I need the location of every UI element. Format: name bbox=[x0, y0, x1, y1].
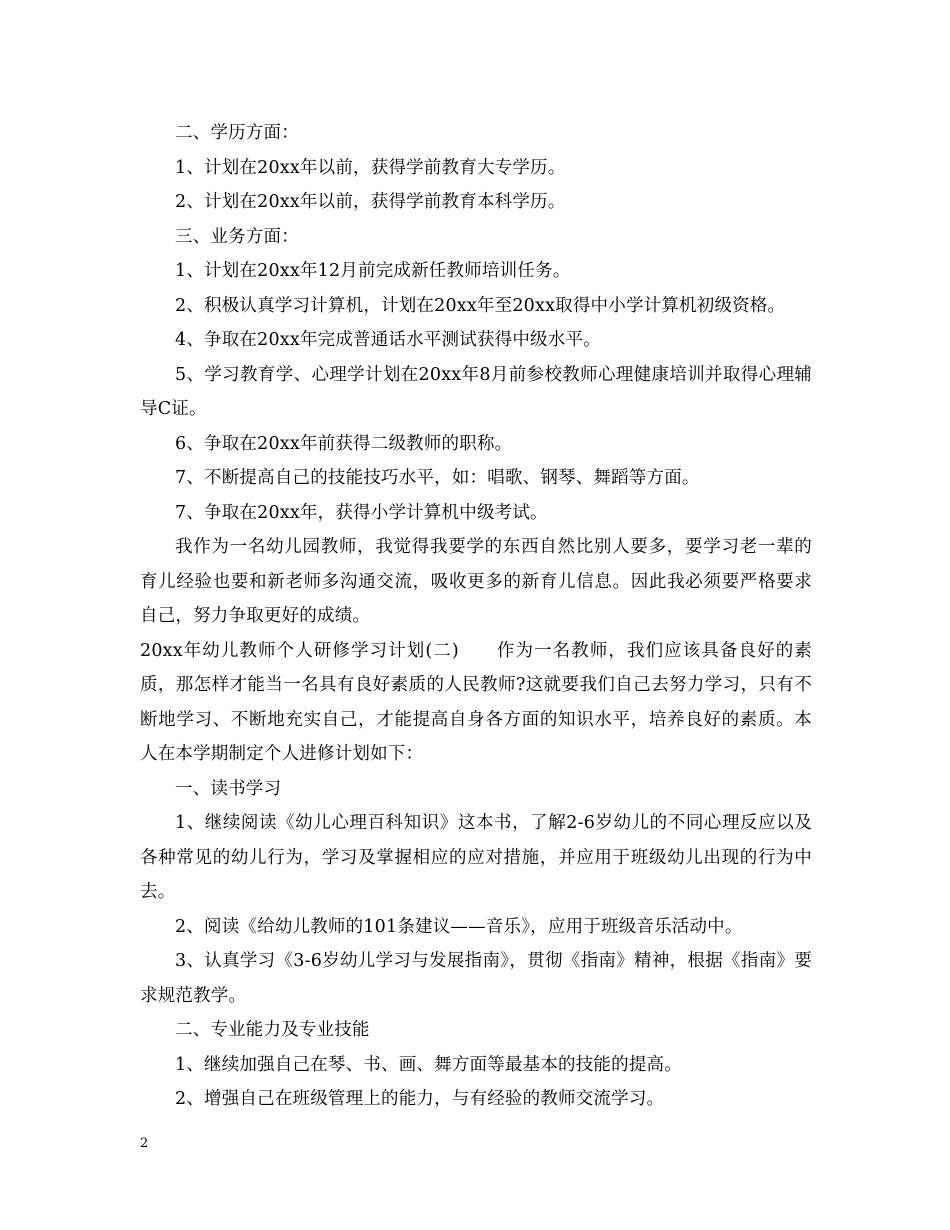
list-item: 5、学习教育学、心理学计划在20xx年8月前参校教师心理健康培训并取得心理辅导C证。 bbox=[140, 364, 812, 419]
list-item: 1、继续加强自己在琴、书、画、舞方面等最基本的技能的提高。 bbox=[175, 1054, 682, 1075]
list-item: 2、计划在20xx年以前，获得学前教育本科学历。 bbox=[175, 192, 566, 212]
list-item: 1、计划在20xx年以前，获得学前教育大专学历。 bbox=[175, 157, 566, 178]
list-item: 2、阅读《给幼儿教师的101条建议——音乐》，应用于班级音乐活动中。 bbox=[175, 916, 743, 937]
section-heading-skills: 二、专业能力及专业技能 bbox=[175, 1020, 370, 1040]
section-heading-reading: 一、读书学习 bbox=[175, 778, 282, 799]
list-item: 1、继续阅读《幼儿心理百科知识》这本书，了解2-6岁幼儿的不同心理反应以及各种常见的幼儿行为，学习及掌握相应的应对措施，并应用于班级幼儿出现的行为中去。 bbox=[140, 813, 812, 902]
list-item: 6、争取在20xx年前获得二级教师的职称。 bbox=[175, 433, 513, 454]
plan-title-paragraph: 20xx年幼儿教师个人研修学习计划(二) 作为一名教师，我们应该具备良好的素质，那怎样才能当一名具有良好素质的人民教师?这就要我们自己去努力学习，只有不断地学习、不断地充实自己，才能提高自身各方面的知识水平，培养良好的素质。本人在本学期制定个人进修计划如下： bbox=[140, 640, 812, 764]
page-number: 2 bbox=[140, 1136, 149, 1151]
list-item: 7、不断提高自己的技能技巧水平，如：唱歌、钢琴、舞蹈等方面。 bbox=[175, 468, 700, 488]
list-item: 4、争取在20xx年完成普通话水平测试获得中级水平。 bbox=[175, 330, 601, 350]
list-item: 7、争取在20xx年，获得小学计算机中级考试。 bbox=[175, 502, 548, 523]
list-item: 2、积极认真学习计算机，计划在20xx年至20xx取得中小学计算机初级资格。 bbox=[175, 295, 786, 316]
document-body bbox=[140, 116, 812, 1117]
section-heading-business: 三、业务方面： bbox=[175, 226, 299, 247]
body-paragraph: 我作为一名幼儿园教师，我觉得我要学的东西自然比别人要多，要学习老一辈的育儿经验也要和新老师多沟通交流，吸收更多的新育儿信息。因此我必须要严格要求自己，努力争取更好的成绩。 bbox=[140, 537, 812, 626]
list-item: 1、计划在20xx年12月前完成新任教师培训任务。 bbox=[175, 261, 571, 281]
list-item: 2、增强自己在班级管理上的能力，与有经验的教师交流学习。 bbox=[175, 1089, 665, 1109]
list-item: 3、认真学习《3-6岁幼儿学习与发展指南》，贯彻《指南》精神，根据《指南》要求规范教学。 bbox=[140, 951, 812, 1006]
section-heading-education: 二、学历方面： bbox=[175, 123, 299, 143]
